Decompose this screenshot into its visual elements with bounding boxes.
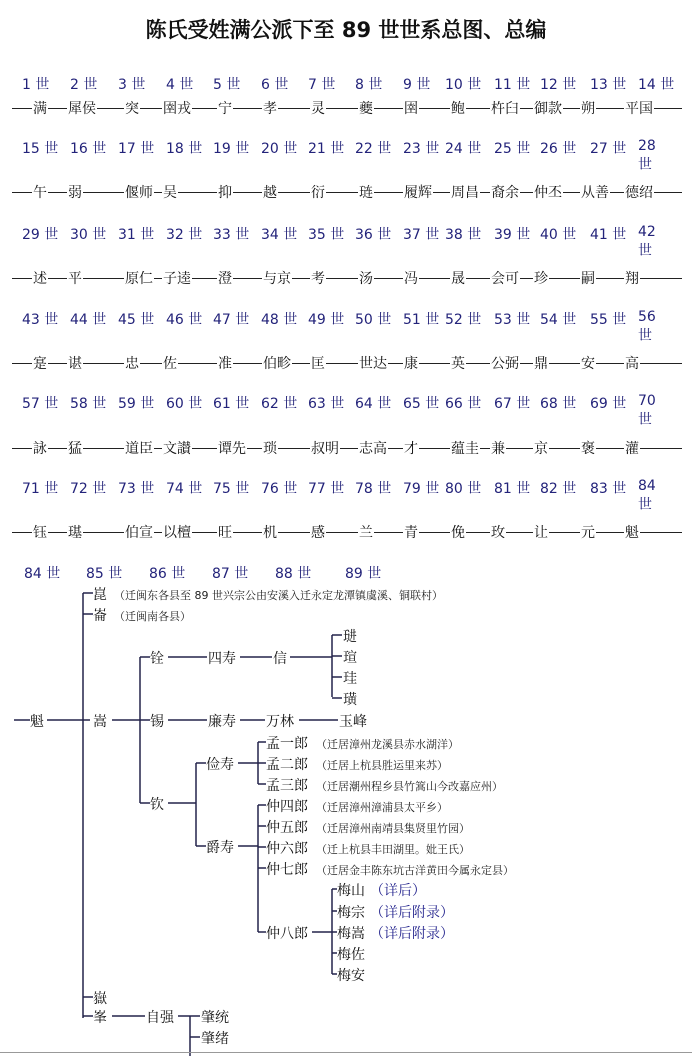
tree-node-note: （迁居上杭县胜运里来苏）	[316, 759, 448, 772]
ancestor-name: 京	[533, 438, 549, 458]
generation-label: 13 世	[590, 77, 627, 93]
generation-label: 3 世	[118, 77, 146, 93]
generation-label: 67 世	[494, 396, 531, 412]
ancestor-name: 才	[403, 438, 419, 458]
generation-label: 17 世	[118, 141, 155, 157]
generation-label: 19 世	[213, 141, 250, 157]
page-bottom-rule	[0, 1052, 692, 1053]
generation-label: 10 世	[445, 77, 482, 93]
generation-label: 75 世	[213, 481, 250, 497]
generation-label: 51 世	[403, 312, 440, 328]
ancestor-name: 叔明	[310, 438, 340, 458]
ancestor-name: 满	[32, 98, 48, 118]
generation-label: 65 世	[403, 396, 440, 412]
generation-label: 20 世	[261, 141, 298, 157]
tree-node-name: 锡	[150, 711, 164, 731]
generation-label: 69 世	[590, 396, 627, 412]
generation-label: 73 世	[118, 481, 155, 497]
ancestor-name: 让	[533, 522, 549, 542]
generation-label: 83 世	[590, 481, 627, 497]
tree-node-name: 梅嵩	[337, 923, 365, 943]
generation-label: 53 世	[494, 312, 531, 328]
page-title: 陈氏受姓满公派下至 89 世世系总图、总编	[145, 18, 547, 42]
ancestor-name: 元	[580, 522, 596, 542]
tree-generation-label: 86 世	[149, 563, 185, 583]
ancestor-name: 安	[580, 353, 596, 373]
tree-node-name: 仲五郎	[266, 817, 308, 837]
generation-label: 9 世	[403, 77, 431, 93]
ancestor-name: 夔	[358, 98, 374, 118]
ancestor-name: 英	[450, 353, 466, 373]
tree-node-note: （迁居漳州漳浦县太平乡）	[316, 801, 448, 814]
ancestor-name: 蕴圭	[450, 438, 480, 458]
tree-node-name: 玉峰	[339, 711, 367, 731]
ancestor-name: 寔	[32, 353, 48, 373]
ancestor-name: 弱	[67, 182, 83, 202]
ancestor-name: 鼎	[533, 353, 549, 373]
ancestor-name: 冯	[403, 268, 419, 288]
tree-node-name: 孟二郎	[266, 754, 308, 774]
ancestor-name: 伯畛	[262, 353, 292, 373]
generation-label: 84 世	[638, 478, 656, 513]
generation-label: 5 世	[213, 77, 241, 93]
generation-label: 49 世	[308, 312, 345, 328]
generation-label: 57 世	[22, 396, 59, 412]
tree-node-note: （迁居漳州龙溪县赤水湖洋）	[316, 738, 459, 751]
generation-label: 18 世	[166, 141, 203, 157]
tree-node-name: 钦	[150, 794, 164, 814]
generation-label: 39 世	[494, 227, 531, 243]
ancestor-name: 翔	[624, 268, 640, 288]
ancestor-name: 平	[67, 268, 83, 288]
generation-label: 41 世	[590, 227, 627, 243]
ancestor-name: 抑	[217, 182, 233, 202]
generation-label: 40 世	[540, 227, 577, 243]
tree-node-name: 璜	[343, 689, 357, 709]
generation-label: 70 世	[638, 393, 656, 428]
ancestor-name: 旺	[217, 522, 233, 542]
ancestor-name: 琏	[358, 182, 374, 202]
tree-node-name: 梅安	[337, 965, 365, 985]
tree-generation-label: 87 世	[212, 563, 248, 583]
ancestor-name: 衍	[310, 182, 326, 202]
tree-node-name: 肇绪	[201, 1028, 229, 1048]
generation-label: 42 世	[638, 224, 656, 259]
ancestor-name: 圉戎	[162, 98, 192, 118]
generation-label: 45 世	[118, 312, 155, 328]
ancestor-name: 准	[217, 353, 233, 373]
generation-label: 8 世	[355, 77, 383, 93]
generation-label: 47 世	[213, 312, 250, 328]
ancestor-name: 珍	[533, 268, 549, 288]
tree-node-name: 珪	[343, 668, 357, 688]
ancestor-name: 汤	[358, 268, 374, 288]
generation-label: 27 世	[590, 141, 627, 157]
ancestor-name: 圉	[403, 98, 419, 118]
ancestor-name: 忠	[124, 353, 140, 373]
ancestor-name: 琐	[262, 438, 278, 458]
ancestor-name: 伯宣	[124, 522, 154, 542]
generation-label: 26 世	[540, 141, 577, 157]
tree-generation-label: 85 世	[86, 563, 122, 583]
ancestor-name: 从善	[580, 182, 610, 202]
tree-node-name: 肇统	[201, 1007, 229, 1027]
generation-label: 7 世	[308, 77, 336, 93]
generation-label: 43 世	[22, 312, 59, 328]
generation-label: 24 世	[445, 141, 482, 157]
tree-node-name: 俭寿	[206, 754, 234, 774]
ancestor-name: 詠	[32, 438, 48, 458]
generation-label: 32 世	[166, 227, 203, 243]
ancestor-name: 宁	[217, 98, 233, 118]
tree-node-name: 梅佐	[337, 944, 365, 964]
generation-label: 29 世	[22, 227, 59, 243]
generation-label: 81 世	[494, 481, 531, 497]
ancestor-name: 吴	[162, 182, 178, 202]
generation-label: 58 世	[70, 396, 107, 412]
generation-label: 1 世	[22, 77, 50, 93]
generation-label: 74 世	[166, 481, 203, 497]
generation-label: 59 世	[118, 396, 155, 412]
ancestor-name: 会可	[490, 268, 520, 288]
tree-node-note: （迁居潮州程乡县竹篙山今改嘉应州）	[316, 780, 503, 793]
generation-label: 36 世	[355, 227, 392, 243]
tree-node-name: 自强	[146, 1007, 174, 1027]
tree-node-name: 四寿	[208, 648, 236, 668]
tree-root-name: 魁	[30, 711, 44, 731]
ancestor-name: 裔余	[490, 182, 520, 202]
ancestor-name: 子逵	[162, 268, 192, 288]
ancestor-name: 偃师	[124, 182, 154, 202]
ancestor-name: 褒	[580, 438, 596, 458]
ancestor-name: 灵	[310, 98, 326, 118]
ancestor-name: 与京	[262, 268, 292, 288]
ancestor-name: 述	[32, 268, 48, 288]
generation-label: 79 世	[403, 481, 440, 497]
generation-label: 77 世	[308, 481, 345, 497]
tree-node-name: 信	[273, 648, 287, 668]
ancestor-name: 犀侯	[67, 98, 97, 118]
ancestor-name: 越	[262, 182, 278, 202]
ancestor-name: 谭先	[217, 438, 247, 458]
tree-node-name: 廉寿	[208, 711, 236, 731]
generation-label: 52 世	[445, 312, 482, 328]
ancestor-name: 志高	[358, 438, 388, 458]
tree-node-name: 铨	[150, 648, 164, 668]
generation-label: 68 世	[540, 396, 577, 412]
generation-label: 30 世	[70, 227, 107, 243]
generation-label: 38 世	[445, 227, 482, 243]
generation-label: 37 世	[403, 227, 440, 243]
generation-label: 66 世	[445, 396, 482, 412]
generation-label: 6 世	[261, 77, 289, 93]
generation-label: 31 世	[118, 227, 155, 243]
ancestor-name: 考	[310, 268, 326, 288]
generation-label: 28 世	[638, 138, 656, 173]
generation-label: 12 世	[540, 77, 577, 93]
tree-node-note: （迁居金丰陈东坑古洋黄田今属永定县）	[316, 864, 514, 877]
generation-label: 33 世	[213, 227, 250, 243]
tree-node-name: 嵩	[93, 711, 107, 731]
generation-label: 25 世	[494, 141, 531, 157]
tree-node-name: 孟三郎	[266, 775, 308, 795]
generation-label: 48 世	[261, 312, 298, 328]
tree-generation-label: 89 世	[345, 563, 381, 583]
generation-label: 23 世	[403, 141, 440, 157]
generation-label: 44 世	[70, 312, 107, 328]
ancestor-name: 兰	[358, 522, 374, 542]
tree-generation-label: 84 世	[24, 563, 60, 583]
ancestor-name: 平国	[624, 98, 654, 118]
generation-label: 78 世	[355, 481, 392, 497]
tree-node-name: 琎	[343, 626, 357, 646]
generation-label: 61 世	[213, 396, 250, 412]
tree-node-name: 仲六郎	[266, 838, 308, 858]
ancestor-name: 机	[262, 522, 278, 542]
ancestor-name: 履辉	[403, 182, 433, 202]
ancestor-name: 御款	[533, 98, 563, 118]
tree-node-name: 仲七郎	[266, 859, 308, 879]
ancestor-name: 以檀	[162, 522, 192, 542]
generation-label: 11 世	[494, 77, 531, 93]
ancestor-name: 俛	[450, 522, 466, 542]
generation-label: 2 世	[70, 77, 98, 93]
tree-node-note: （迁上杭县丰田湖里。妣王氏）	[316, 843, 470, 856]
tree-node-note: （迁闽东各县至 89 世兴宗公由安溪入迁永定龙潭镇虞溪、铜联村）	[114, 589, 443, 602]
generation-label: 72 世	[70, 481, 107, 497]
ancestor-name: 杵臼	[490, 98, 520, 118]
tree-node-name: 万林	[266, 711, 294, 731]
ancestor-name: 猛	[67, 438, 83, 458]
generation-label: 21 世	[308, 141, 345, 157]
generation-label: 62 世	[261, 396, 298, 412]
tree-node-name: 崙	[93, 605, 107, 625]
ancestor-name: 康	[403, 353, 419, 373]
ancestor-name: 德绍	[624, 182, 654, 202]
ancestor-name: 谌	[67, 353, 83, 373]
ancestor-name: 世达	[358, 353, 388, 373]
ancestor-name: 魁	[624, 522, 640, 542]
tree-node-name: 梅宗	[337, 902, 365, 922]
tree-node-name: 嶽	[93, 988, 107, 1008]
tree-node-name: 孟一郎	[266, 733, 308, 753]
tree-node-name: 崑	[93, 584, 107, 604]
ancestor-name: 佐	[162, 353, 178, 373]
tree-node-name: 梅山	[337, 880, 365, 900]
ancestor-name: 匡	[310, 353, 326, 373]
ancestor-name: 感	[310, 522, 326, 542]
tree-node-name: 瑄	[343, 647, 357, 667]
tree-node-name: 爵寿	[206, 837, 234, 857]
ancestor-name: 钰	[32, 522, 48, 542]
ancestor-name: 午	[32, 182, 48, 202]
ancestor-name: 孝	[262, 98, 278, 118]
generation-label: 56 世	[638, 309, 656, 344]
generation-label: 82 世	[540, 481, 577, 497]
ancestor-name: 道臣	[124, 438, 154, 458]
tree-node-note: （迁闽南各县）	[114, 610, 191, 623]
tree-node-note: （详后附录）	[370, 923, 454, 943]
ancestor-name: 嗣	[580, 268, 596, 288]
tree-node-note: （详后）	[370, 880, 426, 900]
generation-label: 63 世	[308, 396, 345, 412]
ancestor-name: 澄	[217, 268, 233, 288]
generation-label: 54 世	[540, 312, 577, 328]
generation-label: 4 世	[166, 77, 194, 93]
generation-label: 64 世	[355, 396, 392, 412]
generation-label: 76 世	[261, 481, 298, 497]
generation-label: 35 世	[308, 227, 345, 243]
generation-label: 71 世	[22, 481, 59, 497]
ancestor-name: 公弼	[490, 353, 520, 373]
tree-node-note: （详后附录）	[370, 902, 454, 922]
ancestor-name: 文讃	[162, 438, 192, 458]
generation-label: 14 世	[638, 77, 675, 93]
generation-label: 15 世	[22, 141, 59, 157]
generation-label: 55 世	[590, 312, 627, 328]
tree-node-name: 峯	[93, 1007, 107, 1027]
ancestor-name: 突	[124, 98, 140, 118]
ancestor-name: 周昌	[450, 182, 480, 202]
ancestor-name: 高	[624, 353, 640, 373]
ancestor-name: 朔	[580, 98, 596, 118]
generation-label: 22 世	[355, 141, 392, 157]
ancestor-name: 兼	[490, 438, 506, 458]
generation-label: 34 世	[261, 227, 298, 243]
ancestor-name: 玫	[490, 522, 506, 542]
generation-label: 16 世	[70, 141, 107, 157]
generation-label: 50 世	[355, 312, 392, 328]
generation-label: 80 世	[445, 481, 482, 497]
ancestor-name: 原仁	[124, 268, 154, 288]
tree-node-name: 仲八郎	[266, 923, 308, 943]
tree-node-note: （迁居漳州南靖县集贤里竹园）	[316, 822, 470, 835]
generation-label: 60 世	[166, 396, 203, 412]
ancestor-name: 鲍	[450, 98, 466, 118]
ancestor-name: 晟	[450, 268, 466, 288]
ancestor-name: 仲丕	[533, 182, 563, 202]
tree-node-name: 仲四郎	[266, 796, 308, 816]
generation-label: 46 世	[166, 312, 203, 328]
ancestor-name: 青	[403, 522, 419, 542]
tree-generation-label: 88 世	[275, 563, 311, 583]
ancestor-name: 璂	[67, 522, 83, 542]
ancestor-name: 灌	[624, 438, 640, 458]
